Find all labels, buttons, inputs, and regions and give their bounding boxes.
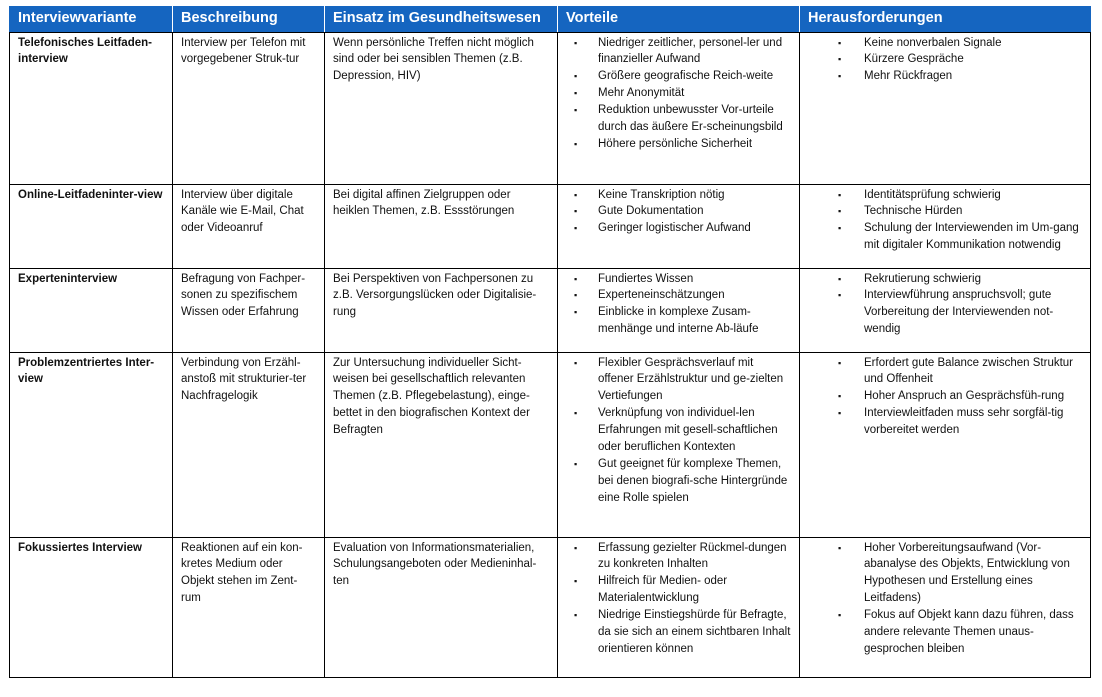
square-bullet-icon: ▪ [574, 458, 578, 469]
list-item [566, 187, 791, 204]
list-item [808, 355, 1082, 389]
challenges-cell [800, 184, 1091, 268]
square-bullet-icon: ▪ [574, 307, 578, 318]
variant-name: Problemzentriertes Inter-view [18, 356, 155, 386]
challenge-list [808, 271, 1082, 339]
table-row [10, 184, 1091, 268]
advantage-text: Niedrige Einstiegshürde für Befragte, da sie sich an einem sichtbaren Inhalt orientieren können [598, 609, 791, 655]
advantage-text: Verknüpfung von individuel-len Erfahrungen mit gesell-schaftlichen oder beruflichen Kontexten [598, 407, 778, 454]
square-bullet-icon: ▪ [574, 189, 578, 200]
square-bullet-icon: ▪ [838, 71, 842, 82]
square-bullet-icon: ▪ [574, 408, 578, 419]
advantages-cell [558, 537, 800, 677]
table-row [10, 268, 1091, 352]
square-bullet-icon: ▪ [838, 189, 842, 200]
header-usage: Einsatz im Gesundheitswesen [325, 6, 558, 32]
challenge-list [808, 187, 1082, 255]
description-text: Interview über digitale Kanäle wie E-Mail, Chat oder Videoanruf [181, 188, 304, 235]
challenge-text: Interviewleitfaden muss sehr sorgfäl-tig vorbereitet werden [864, 407, 1064, 437]
usage-cell [325, 32, 558, 184]
challenge-text: Keine nonverbalen Signale [864, 36, 1002, 49]
list-item [566, 456, 791, 507]
challenges-cell [800, 537, 1091, 677]
variant-cell [10, 32, 173, 184]
advantage-text: Niedriger zeitlicher, personel-ler und finanzieller Aufwand [598, 36, 783, 66]
square-bullet-icon: ▪ [574, 290, 578, 301]
list-item [566, 355, 791, 406]
square-bullet-icon: ▪ [574, 138, 578, 149]
challenge-text: Identitätsprüfung schwierig [864, 188, 1001, 201]
description-text: Interview per Telefon mit vorgegebener Struk-tur [181, 36, 306, 66]
list-item [808, 271, 1082, 288]
comparison-table-container [9, 6, 1090, 678]
advantage-list [566, 187, 791, 238]
table-body [10, 32, 1091, 677]
challenge-text: Technische Hürden [864, 205, 963, 218]
table-row [10, 32, 1091, 184]
description-text: Befragung von Fachper-sonen zu spezifischem Wissen oder Erfahrung [181, 272, 306, 319]
advantage-list [566, 35, 791, 153]
advantage-text: Erfassung gezielter Rückmel-dungen zu konkreten Inhalten [598, 541, 787, 571]
advantage-list [566, 355, 791, 507]
list-item [566, 220, 791, 237]
usage-cell [325, 352, 558, 537]
advantage-list [566, 271, 791, 339]
description-text: Verbindung von Erzähl-anstoß mit strukturier-ter Nachfragelogik [181, 356, 307, 403]
list-item [566, 304, 791, 338]
description-text: Reaktionen auf ein kon-kretes Medium oder Objekt stehen im Zent-rum [181, 541, 303, 605]
list-item [808, 607, 1082, 658]
square-bullet-icon: ▪ [574, 273, 578, 284]
list-item [566, 35, 791, 69]
challenge-list [808, 355, 1082, 440]
table-row [10, 352, 1091, 537]
list-item [566, 203, 791, 220]
advantage-text: Größere geografische Reich-weite [598, 70, 774, 83]
variant-cell [10, 352, 173, 537]
square-bullet-icon: ▪ [574, 223, 578, 234]
list-item [808, 405, 1082, 439]
variant-name: Online-Leitfadeninter-view [18, 188, 163, 201]
usage-cell [325, 268, 558, 352]
square-bullet-icon: ▪ [838, 273, 842, 284]
variant-cell [10, 184, 173, 268]
usage-text: Bei Perspektiven von Fachpersonen zu z.B. Versorgungslücken oder Digitalisie-rung [333, 272, 537, 319]
advantage-text: Geringer logistischer Aufwand [598, 222, 751, 235]
usage-text: Evaluation von Informationsmaterialien, Schulungsangeboten oder Medieninhal-ten [333, 541, 537, 588]
square-bullet-icon: ▪ [574, 610, 578, 621]
advantage-text: Gut geeignet für komplexe Themen, bei denen biografi-sche Hintergründe eine Rolle spielen [598, 457, 788, 504]
advantages-cell [558, 352, 800, 537]
description-cell [173, 537, 325, 677]
list-item [808, 540, 1082, 608]
challenge-text: Erfordert gute Balance zwischen Struktur und Offenheit [864, 356, 1074, 386]
usage-cell [325, 537, 558, 677]
list-item [566, 287, 791, 304]
square-bullet-icon: ▪ [838, 610, 842, 621]
square-bullet-icon: ▪ [574, 542, 578, 553]
challenges-cell [800, 32, 1091, 184]
challenge-text: Rekrutierung schwierig [864, 272, 981, 285]
advantage-text: Fundiertes Wissen [598, 272, 694, 285]
list-item [808, 287, 1082, 338]
description-cell [173, 352, 325, 537]
challenge-list [808, 35, 1082, 86]
challenge-text: Schulung der Interviewenden im Um-gang mit digitaler Kommunikation notwendig [864, 222, 1079, 252]
list-item [566, 573, 791, 607]
challenge-text: Fokus auf Objekt kann dazu führen, dass andere relevante Themen unaus-gesprochen bleiben [864, 609, 1074, 655]
challenge-list [808, 540, 1082, 658]
interview-variants-table [9, 6, 1091, 678]
square-bullet-icon: ▪ [574, 206, 578, 217]
list-item [808, 35, 1082, 52]
advantage-text: Mehr Anonymität [598, 87, 685, 100]
header-description: Beschreibung [173, 6, 325, 32]
variant-name: Telefonisches Leitfaden-interview [18, 36, 152, 66]
description-cell [173, 268, 325, 352]
challenge-text: Hoher Vorbereitungsaufwand (Vor-abanalyse des Objekts, Entwicklung von Hypothesen und Erstellung eines Leitfadens) [864, 541, 1070, 605]
advantages-cell [558, 184, 800, 268]
square-bullet-icon: ▪ [838, 408, 842, 419]
list-item [808, 68, 1082, 85]
header-variant: Interviewvariante [10, 6, 173, 32]
advantage-text: Experteneinschätzungen [598, 289, 725, 302]
usage-text: Wenn persönliche Treffen nicht möglich sind oder bei sensiblen Themen (z.B. Depression, HIV) [333, 36, 534, 83]
variant-name: Fokussiertes Interview [18, 541, 142, 554]
square-bullet-icon: ▪ [838, 223, 842, 234]
square-bullet-icon: ▪ [838, 290, 842, 301]
list-item [566, 405, 791, 456]
description-cell [173, 184, 325, 268]
variant-cell [10, 537, 173, 677]
square-bullet-icon: ▪ [574, 576, 578, 587]
advantages-cell [558, 268, 800, 352]
list-item [566, 540, 791, 574]
advantage-text: Keine Transkription nötig [598, 188, 725, 201]
usage-cell [325, 184, 558, 268]
list-item [808, 220, 1082, 254]
list-item [566, 271, 791, 288]
list-item [808, 203, 1082, 220]
advantage-text: Einblicke in komplexe Zusam-menhänge und interne Ab-läufe [598, 306, 759, 336]
square-bullet-icon: ▪ [838, 542, 842, 553]
variant-name: Experteninterview [18, 272, 118, 285]
table-header-row [10, 6, 1091, 32]
advantage-text: Flexibler Gesprächsverlauf mit offener Erzählstruktur und ge-zielten Vertiefungen [598, 356, 784, 403]
advantage-text: Höhere persönliche Sicherheit [598, 137, 753, 150]
list-item [566, 68, 791, 85]
challenges-cell [800, 268, 1091, 352]
usage-text: Zur Untersuchung individueller Sicht-weisen bei gesellschaftlich relevanten Themen (z.B. Pflegebelastung), einge-bettet in den biografischen Kontext der Befragten [333, 356, 530, 437]
advantage-list [566, 540, 791, 658]
square-bullet-icon: ▪ [838, 37, 842, 48]
list-item [566, 102, 791, 136]
table-row [10, 537, 1091, 677]
header-challenges: Herausforderungen [800, 6, 1091, 32]
challenges-cell [800, 352, 1091, 537]
variant-cell [10, 268, 173, 352]
list-item [808, 187, 1082, 204]
usage-text: Bei digital affinen Zielgruppen oder heiklen Themen, z.B. Essstörungen [333, 188, 515, 218]
square-bullet-icon: ▪ [574, 105, 578, 116]
list-item [566, 607, 791, 658]
square-bullet-icon: ▪ [574, 37, 578, 48]
header-advantages: Vorteile [558, 6, 800, 32]
square-bullet-icon: ▪ [838, 391, 842, 402]
challenge-text: Interviewführung anspruchsvoll; gute Vorbereitung der Interviewenden not-wendig [864, 289, 1054, 336]
challenge-text: Kürzere Gespräche [864, 53, 964, 66]
advantages-cell [558, 32, 800, 184]
list-item [808, 51, 1082, 68]
challenge-text: Hoher Anspruch an Gesprächsfüh-rung [864, 390, 1065, 403]
square-bullet-icon: ▪ [574, 88, 578, 99]
list-item [566, 85, 791, 102]
square-bullet-icon: ▪ [574, 357, 578, 368]
list-item [808, 388, 1082, 405]
square-bullet-icon: ▪ [838, 54, 842, 65]
advantage-text: Gute Dokumentation [598, 205, 704, 218]
advantage-text: Hilfreich für Medien- oder Materialentwicklung [598, 575, 728, 605]
description-cell [173, 32, 325, 184]
challenge-text: Mehr Rückfragen [864, 70, 953, 83]
square-bullet-icon: ▪ [838, 357, 842, 368]
list-item [566, 136, 791, 153]
advantage-text: Reduktion unbewusster Vor-urteile durch das äußere Er-scheinungsbild [598, 104, 783, 134]
square-bullet-icon: ▪ [574, 71, 578, 82]
square-bullet-icon: ▪ [838, 206, 842, 217]
